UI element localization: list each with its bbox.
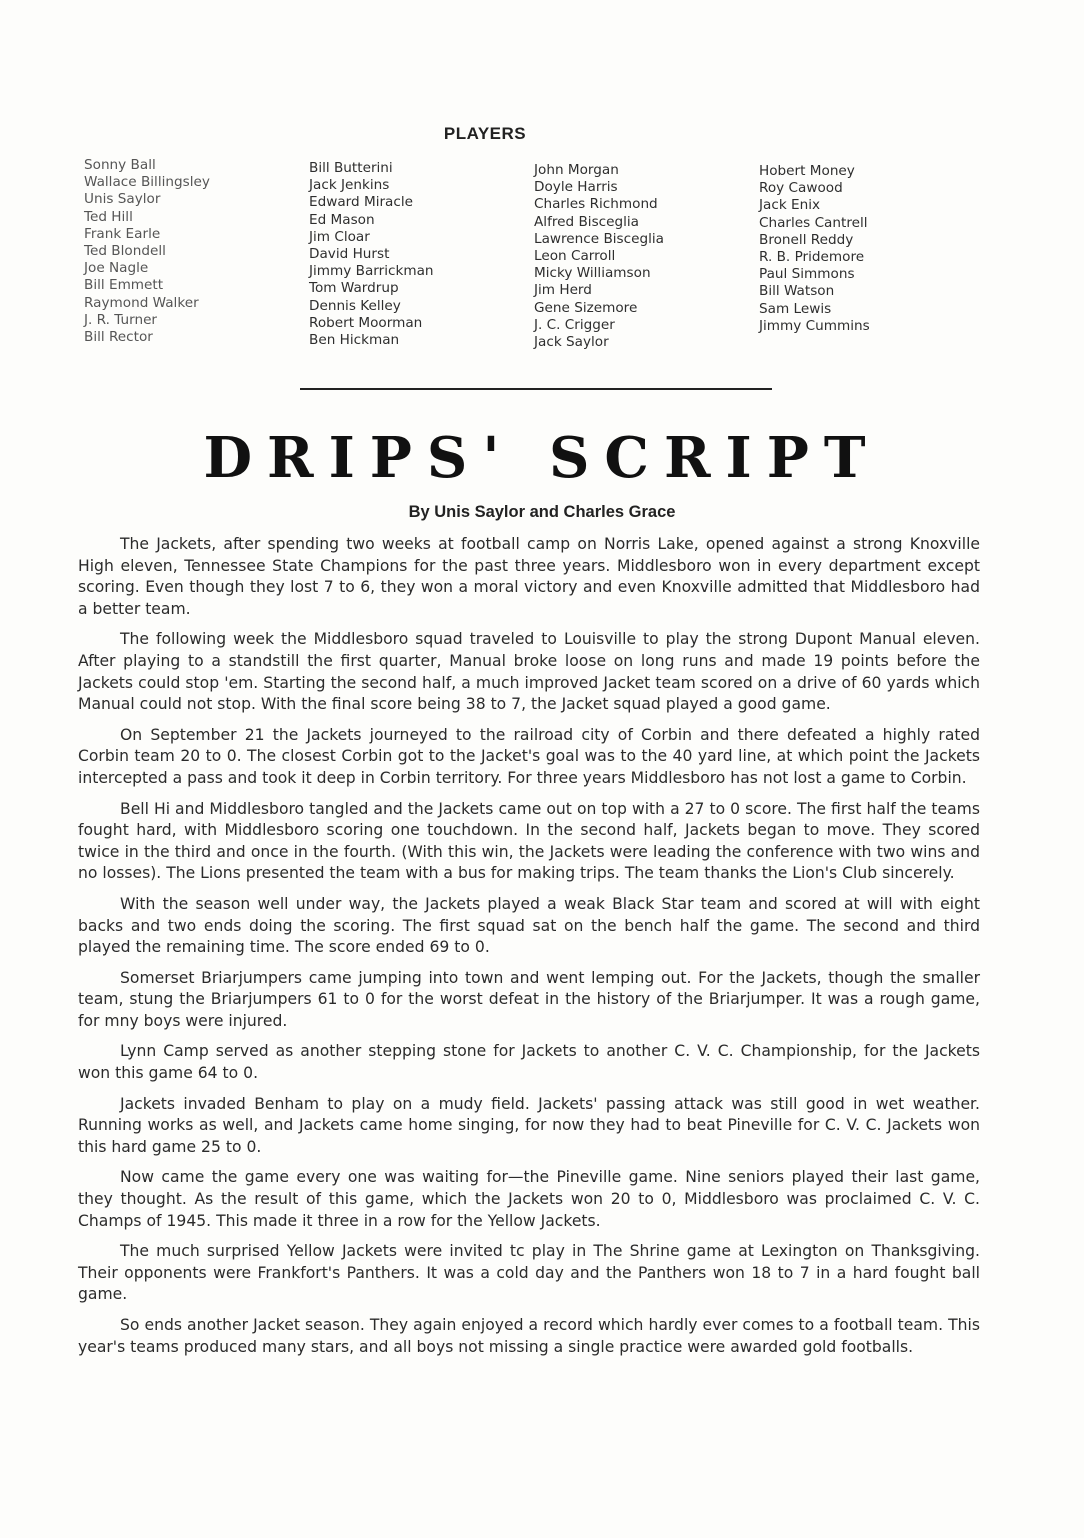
- article-paragraph: Bell Hi and Middlesboro tangled and the Jackets came out on top with a 27 to 0 score. The first half the teams fought hard, with Middlesboro scoring one touchdown. In the second half, Jackets began to move. They scored twice in the third and once in the fourth. (With this win, the Jackets were leading the conference with two wins and no losses). The Lions presented the team with a bus for making trips. The team thanks the Lion's Club sincerely.: [78, 799, 980, 883]
- section-divider: [300, 388, 772, 390]
- article-paragraph: The following week the Middlesboro squad traveled to Louisville to play the strong Dupont Manual eleven. After playing to a standstill the first quarter, Manual broke loose on long runs and made 19 points before the Jackets could stop 'em. Starting the second half, a much improved Jacket team scored on a drive of 60 yards which Manual could not stop. With the final score being 38 to 7, the Jacket squad played a good game.: [78, 630, 980, 714]
- player-name: Bill Rector: [84, 329, 153, 346]
- article-paragraph: Somerset Briarjumpers came jumping into town and went lemping out. For the Jackets, though the smaller team, stung the Briarjumpers 61 to 0 for the worst defeat in the history of the Briarjumper. It was a rough game, for mny boys were injured.: [78, 968, 980, 1030]
- player-name: Ted Blondell: [84, 243, 166, 260]
- player-name: Roy Cawood: [759, 180, 843, 197]
- player-name: Gene Sizemore: [534, 299, 638, 316]
- player-name: Hobert Money: [759, 163, 855, 179]
- article-paragraph: Jackets invaded Benham to play on a mudy field. Jackets' passing attack was still good in wet weather. Running works as well, and Jackets came home singing, for now they had to beat Pineville for C. V. C. Jackets won this hard game 25 to 0.: [78, 1094, 980, 1156]
- player-name: Bronell Reddy: [759, 231, 854, 248]
- players-heading: PLAYERS: [443, 124, 527, 143]
- player-name: Doyle Harris: [534, 179, 618, 196]
- player-name: Wallace Billingsley: [84, 174, 210, 191]
- player-name: Jimmy Barrickman: [309, 263, 434, 280]
- article-paragraph: So ends another Jacket season. They again enjoyed a record which hardly ever comes to a football team. This year's teams produced many stars, and all boys not missing a single practice were awarded gold footballs.: [78, 1316, 980, 1356]
- player-name: Jack Saylor: [534, 334, 609, 351]
- article-byline: By Unis Saylor and Charles Grace: [408, 503, 676, 521]
- article-paragraph: The Jackets, after spending two weeks at football camp on Norris Lake, opened against a strong Knoxville High eleven, Tennessee State Champions for the past three years. Middlesboro won in every department except scoring. Even though they lost 7 to 6, they won a moral victory and even Knoxville admitted that Middlesboro had a better team.: [78, 535, 980, 618]
- player-name: John Morgan: [534, 162, 619, 178]
- player-name: Ben Hickman: [309, 332, 400, 349]
- players-column-2: [309, 160, 434, 349]
- player-name: Ed Mason: [309, 211, 375, 228]
- player-name: Charles Richmond: [534, 196, 658, 213]
- player-name: Leon Carroll: [534, 248, 616, 265]
- player-name: David Hurst: [309, 246, 390, 263]
- player-name: Joe Nagle: [84, 260, 149, 277]
- article-paragraph: Lynn Camp served as another stepping stone for Jackets to another C. V. C. Championship, for the Jackets won this game 64 to 0.: [78, 1042, 980, 1083]
- player-name: Sonny Ball: [84, 157, 156, 173]
- player-name: Unis Saylor: [84, 191, 161, 208]
- players-column-3: [534, 162, 664, 351]
- article-body: [78, 534, 980, 1367]
- player-name: R. B. Pridemore: [759, 249, 865, 266]
- player-name: Charles Cantrell: [759, 214, 868, 231]
- player-name: Micky Williamson: [534, 265, 651, 282]
- player-name: Dennis Kelley: [309, 297, 401, 314]
- player-name: Bill Emmett: [84, 277, 164, 294]
- player-name: Jimmy Cummins: [759, 317, 870, 334]
- player-name: Robert Moorman: [309, 314, 423, 331]
- players-column-1: [84, 157, 210, 346]
- article-paragraph: With the season well under way, the Jackets played a weak Black Star team and scored at will with eight backs and two ends doing the scoring. The first squad sat on the bench half the game. The second and third played the remaining time. The score ended 69 to 0.: [78, 894, 980, 957]
- player-name: Frank Earle: [84, 225, 161, 242]
- player-name: J. C. Crigger: [534, 316, 615, 333]
- player-name: Edward Miracle: [309, 194, 414, 211]
- player-name: Ted Hill: [84, 208, 133, 225]
- player-name: Alfred Bisceglia: [534, 213, 639, 230]
- article-paragraph: The much surprised Yellow Jackets were invited tc play in The Shrine game at Lexington on Thanksgiving. Their opponents were Frankfort's Panthers. It was a cold day and the Panthers won 18 to 7 in a hard fought ball game.: [78, 1242, 980, 1304]
- player-name: Bill Butterini: [309, 160, 393, 176]
- player-name: Tom Wardrup: [309, 280, 399, 297]
- player-name: J. R. Turner: [84, 311, 158, 328]
- player-name: Jim Herd: [534, 282, 592, 299]
- player-name: Sam Lewis: [759, 300, 832, 317]
- player-name: Lawrence Bisceglia: [534, 230, 664, 247]
- article-paragraph: On September 21 the Jackets journeyed to the railroad city of Corbin and there defeated a highly rated Corbin team 20 to 0. The closest Corbin got to the Jacket's goal was to the 40 yard line, at which point the Jackets intercepted a pass and took it deep in Corbin territory. For three years Middlesboro has not lost a game to Corbin.: [78, 725, 980, 787]
- player-name: Jack Enix: [759, 197, 821, 214]
- player-name: Jack Jenkins: [309, 177, 390, 194]
- player-name: Bill Watson: [759, 283, 835, 300]
- players-column-4: [759, 163, 870, 335]
- player-name: Paul Simmons: [759, 266, 855, 283]
- player-name: Jim Cloar: [309, 228, 370, 245]
- player-name: Raymond Walker: [84, 294, 199, 311]
- article-title: DRIPS' SCRIPT: [203, 425, 881, 491]
- article-paragraph: Now came the game every one was waiting for—the Pineville game. Nine seniors played their last game, they thought. As the result of this game, which the Jackets won 20 to 0, Middlesboro was proclaimed C. V. C. Champs of 1945. This made it three in a row for the Yellow Jackets.: [78, 1168, 980, 1230]
